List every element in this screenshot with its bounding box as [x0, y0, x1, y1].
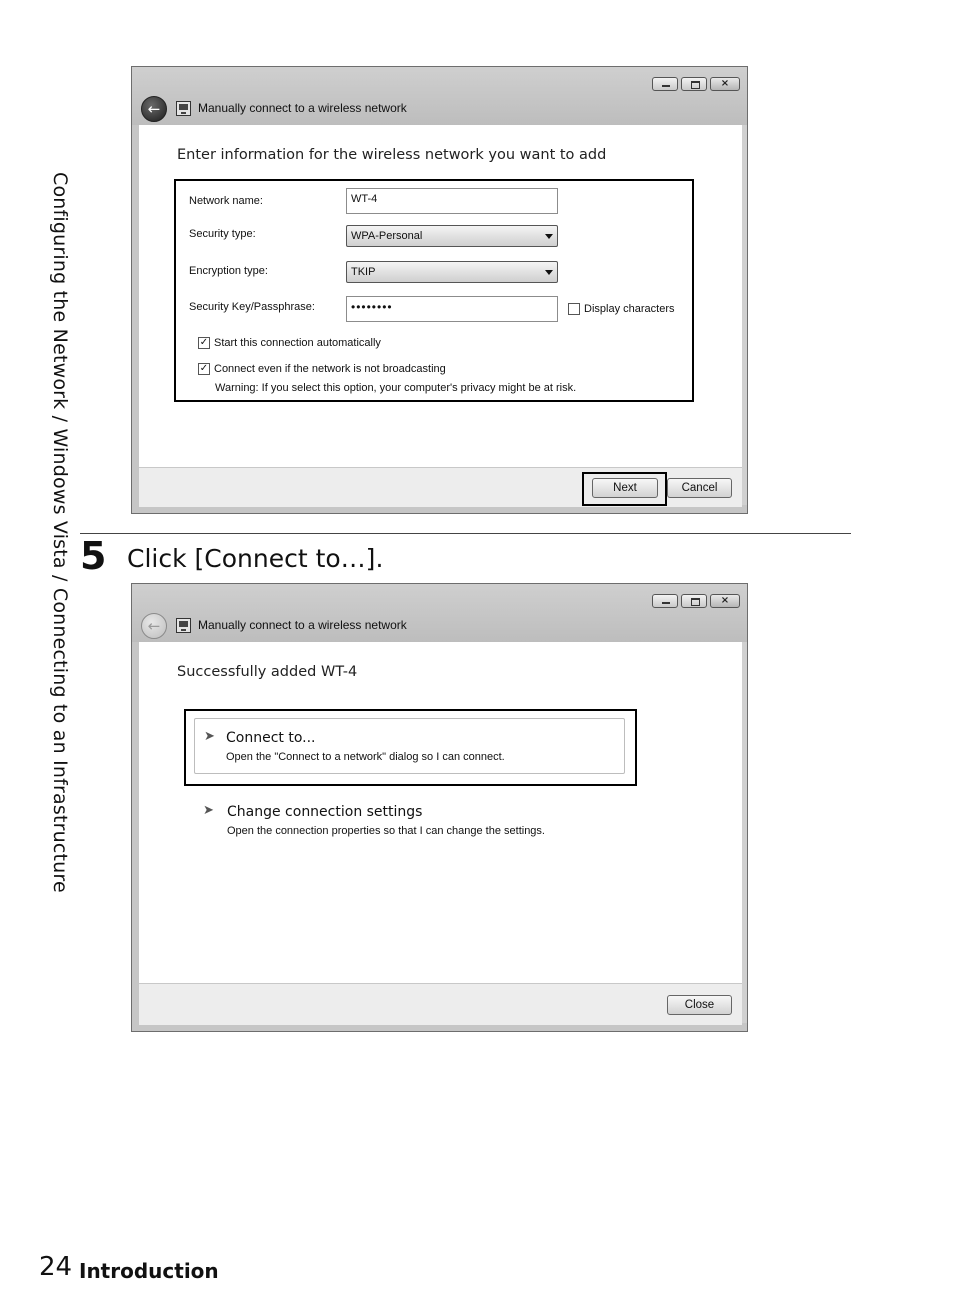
security-type-label: Security type:: [189, 228, 256, 240]
security-key-label: Security Key/Passphrase:: [189, 301, 315, 313]
security-key-input[interactable]: ••••••••: [346, 296, 558, 322]
change-settings-title: Change connection settings: [227, 804, 423, 820]
step-number: 5: [80, 534, 107, 578]
back-arrow-icon: ←: [141, 613, 167, 639]
privacy-warning: Warning: If you select this option, your computer's privacy might be at risk.: [215, 382, 577, 394]
window-title: Manually connect to a wireless network: [198, 618, 407, 632]
close-window-button[interactable]: ×: [710, 594, 740, 608]
minimize-button[interactable]: [652, 77, 678, 91]
window-controls: [652, 594, 740, 608]
dialog-footer: [139, 467, 742, 507]
security-type-value: WPA-Personal: [351, 230, 423, 242]
minimize-button[interactable]: [652, 594, 678, 608]
cancel-button[interactable]: Cancel: [667, 478, 732, 498]
connect-wireless-dialog-step1: [131, 66, 748, 514]
dialog-content: [139, 125, 742, 467]
start-automatically-checkbox[interactable]: ✓: [199, 337, 209, 348]
connect-to-title: Connect to...: [226, 730, 316, 746]
chevron-down-icon: [545, 270, 553, 275]
arrow-right-icon: ➤: [204, 729, 215, 744]
network-icon: [176, 101, 191, 116]
dialog-heading: Enter information for the wireless network you want to add: [177, 147, 607, 163]
encryption-type-value: TKIP: [351, 266, 376, 278]
arrow-right-icon: ➤: [203, 803, 214, 818]
network-icon: [176, 618, 191, 633]
page-number: 24: [39, 1252, 73, 1282]
maximize-button[interactable]: [681, 594, 707, 608]
chevron-down-icon: [545, 234, 553, 239]
connect-to-description: Open the "Connect to a network" dialog so I can connect.: [226, 751, 505, 763]
display-characters-label: Display characters: [584, 303, 675, 315]
display-characters-checkbox[interactable]: [568, 303, 580, 315]
title-bar: [132, 67, 747, 125]
start-automatically-label: Start this connection automatically: [214, 337, 381, 349]
side-chapter-title: Configuring the Network / Windows Vista / Connecting to an Infrastructure: [49, 172, 71, 893]
section-title: Introduction: [79, 1259, 219, 1283]
network-name-label: Network name:: [189, 195, 263, 207]
connect-not-broadcasting-checkbox[interactable]: ✓: [199, 363, 209, 374]
step-divider: [80, 533, 851, 534]
step-instruction: Click [Connect to…].: [127, 544, 384, 573]
next-button[interactable]: Next: [592, 478, 658, 498]
title-bar: [132, 584, 747, 642]
network-info-form: [174, 179, 694, 402]
back-arrow-icon[interactable]: ←: [141, 96, 167, 122]
dialog-heading: Successfully added WT-4: [177, 664, 358, 680]
change-settings-option[interactable]: [194, 796, 625, 846]
encryption-type-select[interactable]: [346, 261, 558, 283]
close-window-button[interactable]: ×: [710, 77, 740, 91]
window-controls: [652, 77, 740, 91]
close-button[interactable]: Close: [667, 995, 732, 1015]
network-name-input[interactable]: WT-4: [346, 188, 558, 214]
maximize-button[interactable]: [681, 77, 707, 91]
dialog-content: [139, 642, 742, 983]
security-type-select[interactable]: [346, 225, 558, 247]
connect-wireless-dialog-step2: [131, 583, 748, 1032]
connect-to-option[interactable]: [194, 718, 625, 774]
window-title: Manually connect to a wireless network: [198, 101, 407, 115]
encryption-type-label: Encryption type:: [189, 265, 268, 277]
connect-not-broadcasting-label: Connect even if the network is not broadcasting: [214, 363, 446, 375]
dialog-footer: [139, 983, 742, 1025]
change-settings-description: Open the connection properties so that I can change the settings.: [227, 825, 545, 837]
